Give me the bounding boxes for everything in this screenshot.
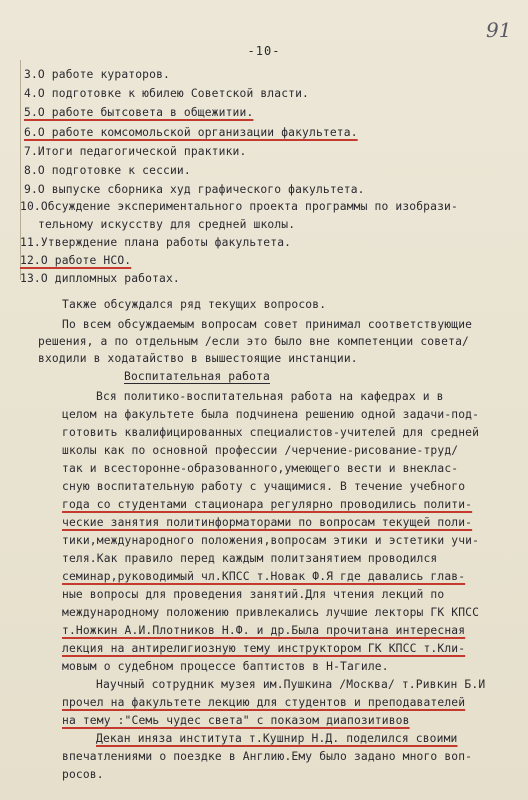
agenda-item: 3.О работе кураторов. [24, 68, 170, 81]
agenda-item: 7.Итоги педагогической практики. [24, 145, 247, 158]
paragraph-line: года со студентами стационара регулярно проводились полити- [62, 498, 473, 511]
paragraph-line: Декан иняза института т.Кушнир Н.Д. поделился своими [96, 732, 458, 745]
paragraph-line: Вся политико-воспитательная работа на кафедрах и в [96, 390, 444, 403]
paragraph-line: теля.Как правило перед каждым политзанятием проводился [62, 552, 438, 565]
agenda-item: 10.Обсуждение экспериментального проекта программы по изобрази- [20, 200, 458, 213]
paragraph-line: решения, а по отдельным /если это было вне компетенции совета/ [38, 335, 469, 348]
paragraph-line: целом на факультете была подчинена решению одной задачи-под- [62, 408, 480, 421]
paragraph-line: росов. [62, 768, 104, 781]
paragraph-line: международному положению привлекались лучшие лекторы ГК КПСС [62, 606, 480, 619]
paragraph-line: тики,международного положения,вопросам этики и эстетики учи- [62, 534, 480, 547]
agenda-item: 8.О подготовке к сессии. [24, 164, 191, 177]
paragraph-line: ческие занятия политинформаторами по вопросам текущей поли- [62, 516, 473, 529]
paragraph-line: школы как по основной профессии /черчение-рисование-труд/ [62, 444, 459, 457]
paragraph-line: прочел на факультете лекцию для студентов и преподавателей [62, 696, 466, 709]
paragraph-line: на тему :"Семь чудес света" с показом диапозитивов [62, 714, 410, 727]
agenda-item: тельному искусству для средней школы. [38, 218, 296, 231]
paragraph-line: мовым о судебном процессе баптистов в Н-Тагиле. [62, 660, 389, 673]
paragraph-line: входили в ходатайство в вышестоящие инстанции. [38, 352, 358, 365]
page-number: -10- [247, 44, 281, 58]
agenda-item: 9.О выпуске сборника худ графического факультета. [24, 183, 365, 196]
agenda-item: 6.О работе комсомольской организации факультета. [24, 126, 358, 139]
paragraph-line: так и всесторонне-образованного,умеющего вести и внеклас- [62, 462, 459, 475]
section-heading: Воспитательная работа [124, 370, 270, 383]
paragraph-line: впечатлениями о поездке в Англию.Ему было задано много воп- [62, 750, 473, 763]
paragraph-line: Научный сотрудник музея им.Пушкина /Москва/ т.Ривкин Б.И [96, 678, 486, 691]
paragraph-line: готовить квалифицированных специалистов-учителей для средней [62, 426, 480, 439]
paragraph-line: сную воспитательную работу с учащимися. В течение учебного [62, 480, 466, 493]
paragraph-line: лекция на антирелигиозную тему инструктором ГК КПСС т.Кли- [62, 642, 466, 655]
paragraph-line: ные вопросы для проведения занятий.Для чтения лекций по [62, 588, 445, 601]
agenda-item: 5.О работе бытсовета в общежитии. [24, 106, 254, 119]
agenda-item: 11.Утверждение плана работы факультета. [20, 236, 292, 249]
paragraph-line: По всем обсуждаемым вопросам совет принимал соответствующие [62, 318, 473, 331]
paragraph-line: семинар,руководимый чл.КПСС т.Новак Ф.Я где давались глав- [62, 570, 466, 583]
agenda-item: 12.О работе НСО. [20, 254, 132, 267]
agenda-item: 4.О подготовке к юбилею Советской власти. [24, 87, 310, 100]
paragraph-line: т.Ножкин А.И.Плотников Н.Ф. и др.Была прочитана интересная [62, 624, 466, 637]
archive-page-number: 91 [486, 18, 512, 42]
agenda-item: 13.О дипломных работах. [20, 272, 180, 285]
paragraph-line: Также обсуждался ряд текущих вопросов. [62, 298, 327, 311]
